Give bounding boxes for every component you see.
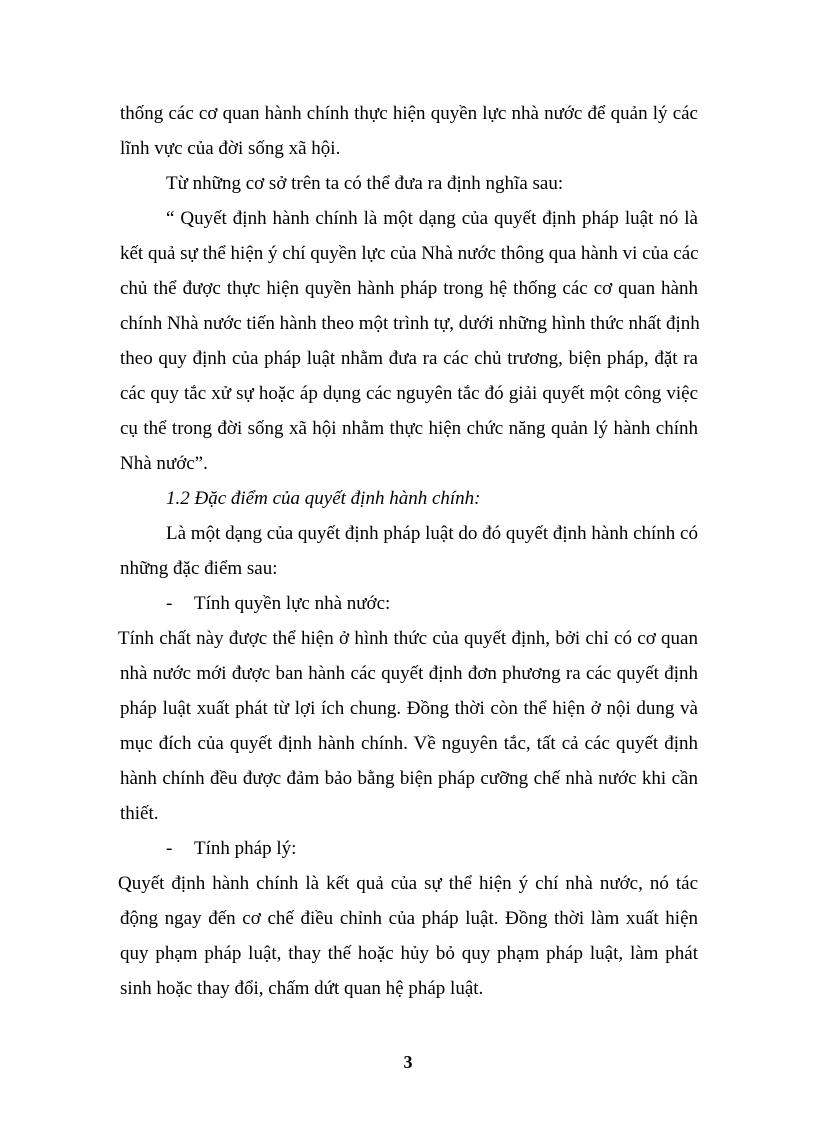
page-number: 3 xyxy=(403,1052,413,1072)
quote-text-line: chính Nhà nước tiến hành theo một trình tự, dưới những hình thức nhất định xyxy=(120,313,700,334)
section-heading: 1.2 Đặc điểm của quyết định hành chính: xyxy=(166,488,481,509)
quote-text-line: “ Quyết định hành chính là một dạng của quyết định pháp luật nó là xyxy=(166,208,698,229)
bullet-dash: - xyxy=(166,838,173,859)
bullet-item xyxy=(166,838,296,860)
body-text-line: quy phạm pháp luật, thay thế hoặc hủy bỏ quy phạm pháp luật, làm phát xyxy=(120,943,698,964)
bullet-item-label: Tính pháp lý: xyxy=(194,838,297,859)
body-text-line: động ngay đến cơ chế điều chỉnh của pháp luật. Đồng thời làm xuất hiện xyxy=(120,908,698,929)
body-text-line: Quyết định hành chính là kết quả của sự thể hiện ý chí nhà nước, nó tác xyxy=(118,873,698,894)
body-text-line: lĩnh vực của đời sống xã hội. xyxy=(120,138,341,159)
body-text-line: hành chính đều được đảm bảo bằng biện pháp cưỡng chế nhà nước khi cần xyxy=(120,768,698,789)
body-text-line: Từ những cơ sở trên ta có thể đưa ra định nghĩa sau: xyxy=(166,173,564,194)
body-text-line: sinh hoặc thay đổi, chấm dứt quan hệ pháp luật. xyxy=(120,978,484,999)
body-text-line: Tính chất này được thể hiện ở hình thức của quyết định, bởi chỉ có cơ quan xyxy=(118,628,698,649)
quote-text-line: theo quy định của pháp luật nhằm đưa ra các chủ trương, biện pháp, đặt ra xyxy=(120,348,698,369)
quote-text-line: kết quả sự thể hiện ý chí quyền lực của Nhà nước thông qua hành vi của các xyxy=(120,243,699,264)
body-text-line: nhà nước mới được ban hành các quyết định đơn phương ra các quyết định xyxy=(120,663,698,684)
bullet-dash: - xyxy=(166,593,173,614)
quote-text-line: cụ thể trong đời sống xã hội nhằm thực hiện chức năng quản lý hành chính xyxy=(120,418,698,439)
body-text-line: thống các cơ quan hành chính thực hiện quyền lực nhà nước để quản lý các xyxy=(120,103,698,124)
body-text-line: Là một dạng của quyết định pháp luật do đó quyết định hành chính có xyxy=(166,523,698,544)
body-text-line: pháp luật xuất phát từ lợi ích chung. Đồng thời còn thể hiện ở nội dung và xyxy=(120,698,698,719)
quote-text-line: các quy tắc xử sự hoặc áp dụng các nguyên tắc đó giải quyết một công việc xyxy=(120,383,698,404)
quote-text-line: Nhà nước”. xyxy=(120,453,208,474)
body-text-line: thiết. xyxy=(120,803,159,824)
quote-text-line: chủ thể được thực hiện quyền hành pháp trong hệ thống các cơ quan hành xyxy=(120,278,698,299)
body-text-line: những đặc điểm sau: xyxy=(120,558,278,579)
bullet-item-label: Tính quyền lực nhà nước: xyxy=(194,593,391,614)
bullet-item xyxy=(166,593,390,615)
body-text-line: mục đích của quyết định hành chính. Về nguyên tắc, tất cả các quyết định xyxy=(120,733,698,754)
